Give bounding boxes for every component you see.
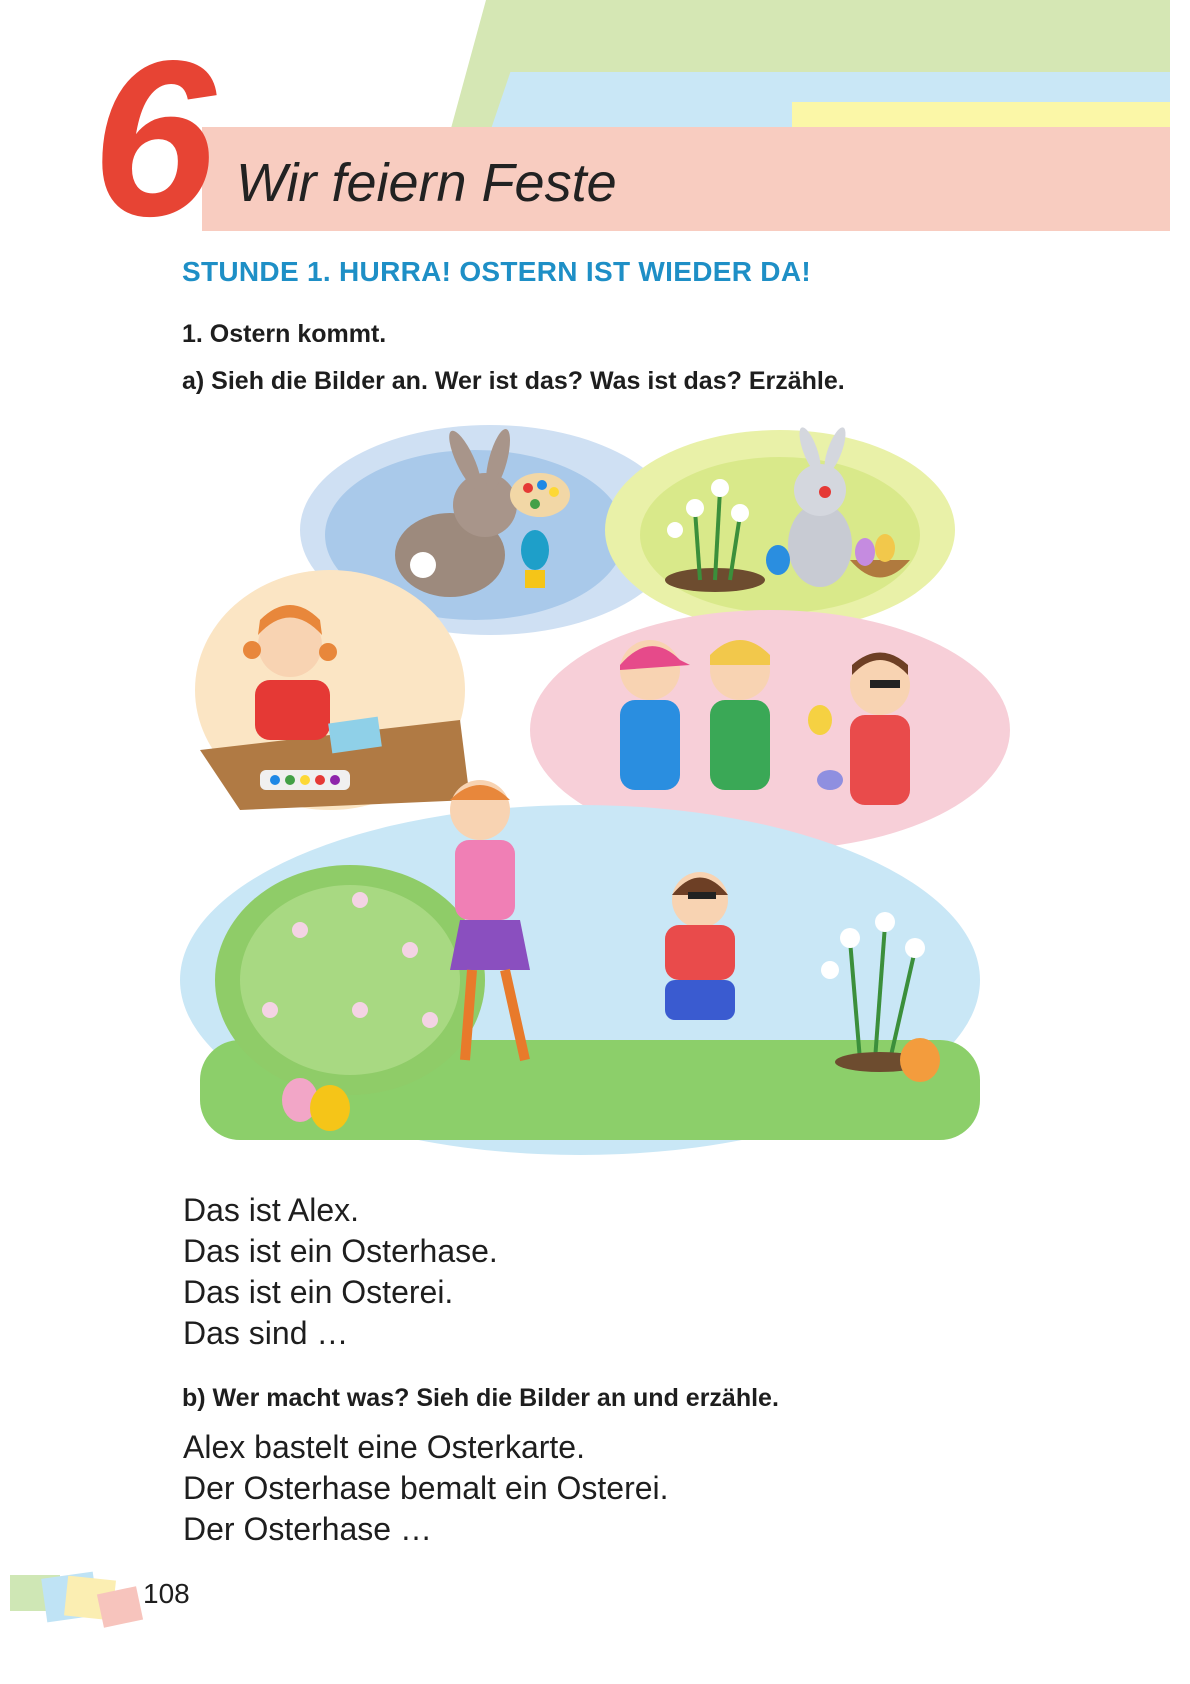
task-b-example-lines bbox=[183, 1427, 669, 1550]
task-a-instruction: a) Sieh die Bilder an. Wer ist das? Was ist das? Erzähle. bbox=[182, 367, 845, 395]
easter-illustration bbox=[180, 420, 1040, 1160]
example-line: Der Osterhase … bbox=[183, 1511, 432, 1547]
example-line: Das sind … bbox=[183, 1315, 349, 1351]
chapter-title: Wir feiern Feste bbox=[236, 153, 617, 213]
example-line: Das ist ein Osterei. bbox=[183, 1274, 454, 1310]
chapter-number: 6 bbox=[92, 15, 212, 263]
example-line: Der Osterhase bemalt ein Osterei. bbox=[183, 1470, 669, 1506]
example-line: Das ist Alex. bbox=[183, 1192, 360, 1228]
example-line: Das ist ein Osterhase. bbox=[183, 1233, 498, 1269]
lesson-title: STUNDE 1. HURRA! OSTERN IST WIEDER DA! bbox=[182, 256, 811, 287]
task-b-instruction: b) Wer macht was? Sieh die Bilder an und erzähle. bbox=[182, 1384, 779, 1412]
task-1-heading: 1. Ostern kommt. bbox=[182, 320, 387, 348]
page-number: 108 bbox=[143, 1578, 190, 1609]
page-corner-decoration bbox=[97, 1586, 143, 1628]
task-a-example-lines bbox=[183, 1190, 498, 1354]
example-line: Alex bastelt eine Osterkarte. bbox=[183, 1429, 585, 1465]
bunny-flowers-panel bbox=[605, 425, 955, 630]
